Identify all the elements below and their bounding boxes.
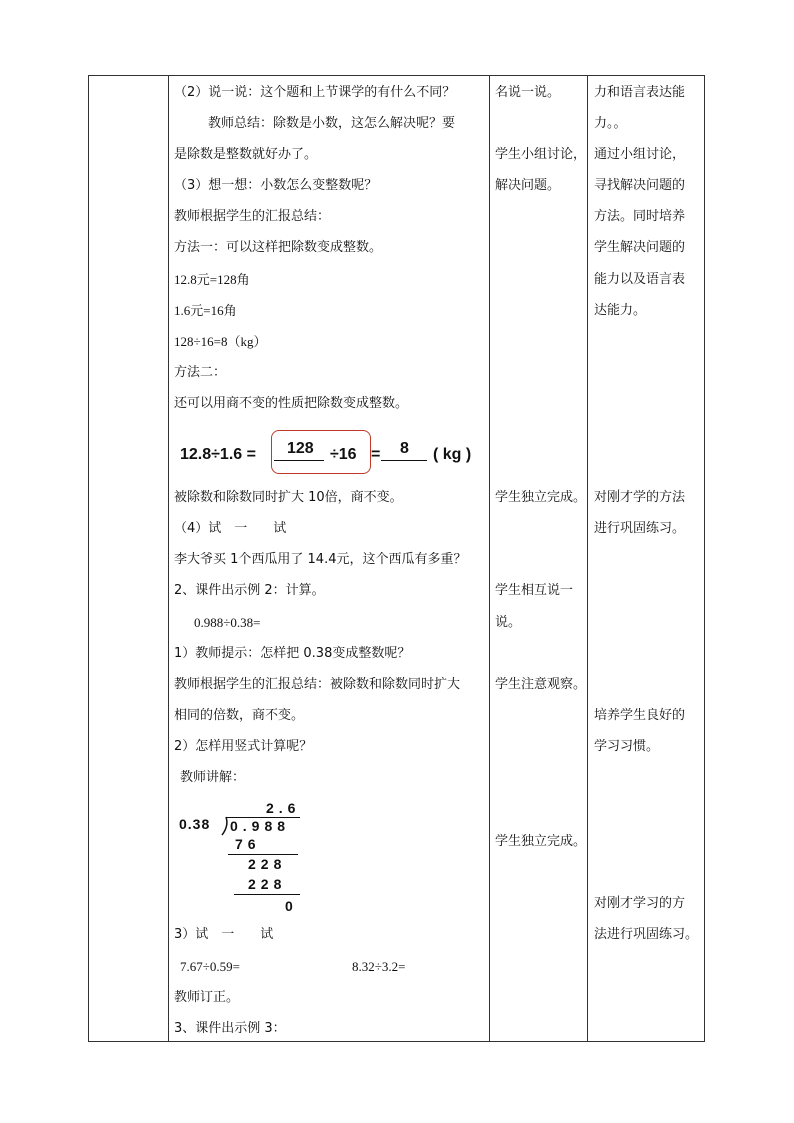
text-line: 0.988÷0.38= [194,615,261,630]
text-line: 达能力。 [594,303,647,318]
equation-equals: = [371,446,381,463]
text-line: 解决问题。 [495,178,561,193]
text-line: 1）教师提示：怎样把 0.38变成整数呢？ [174,646,411,661]
text-line: 被除数和除数同时扩大 10倍，商不变。 [174,490,403,505]
long-division-line [234,894,300,895]
text-line: 3、课件出示例 3： [174,1021,286,1036]
text-line: 学生独立完成。 [495,834,587,849]
text-line: 是除数是整数就好办了。 [174,147,318,162]
text-line: 说。 [495,615,522,630]
text-line: 能力以及语言表 [594,272,686,287]
text-line: 学生相互说一 [495,583,574,598]
text-line: 教师订正。 [174,990,240,1005]
long-division-step: 228 [248,876,287,892]
equation-blank-1 [274,460,324,461]
text-line: （4）试 一 试 [174,521,287,536]
equation-left: 12.8÷1.6 = [180,446,256,463]
equation-unit: ( kg ) [433,446,472,463]
text-line: 方法二： [174,365,227,380]
long-division-quotient: 2.6 [266,800,301,816]
text-line: 学生独立完成。 [495,490,587,505]
text-line: 进行巩固练习。 [594,521,686,536]
long-division-divisor: 0.38 [179,816,211,832]
text-line: 方法。同时培养 [594,209,686,224]
text-line: 寻找解决问题的 [594,178,686,193]
equation-blank-1-value: 128 [287,440,314,457]
text-line: 通过小组讨论， [594,147,686,162]
text-line: 学习习惯。 [594,739,660,754]
text-line: 名说一说。 [495,85,561,100]
long-division-step: 228 [248,856,287,872]
long-division-remainder: 0 [285,898,298,914]
long-division-line [228,854,298,855]
column-divider-1 [168,76,169,1041]
text-line: 教师总结：除数是小数，这怎么解决呢？要 [208,116,456,131]
equation-blank-2 [381,460,427,461]
text-line: 2）怎样用竖式计算呢？ [174,739,313,754]
text-line: 对刚才学的方法 [594,490,686,505]
text-line: 3）试 一 试 [174,927,274,942]
text-line: 1.6元=16角 [174,303,237,318]
long-division-bracket [220,816,230,836]
text-line: 2、课件出示例 2：计算。 [174,583,325,598]
text-line: 教师讲解： [180,770,246,785]
text-line: 还可以用商不变的性质把除数变成整数。 [174,396,409,411]
text-line: 12.8元=128角 [174,272,250,287]
text-line: 力和语言表达能 [594,85,686,100]
text-line: 8.32÷3.2= [352,959,406,974]
text-line: 法进行巩固练习。 [594,927,699,942]
text-line: 学生注意观察。 [495,677,587,692]
text-line: 学生解决问题的 [594,240,686,255]
text-line: 李大爷买 1个西瓜用了 14.4元，这个西瓜有多重？ [174,552,467,567]
text-line: （3）想一想：小数怎么变整数呢？ [174,178,378,193]
text-line: 7.67÷0.59= [180,959,240,974]
text-line: 教师根据学生的汇报总结：被除数和除数同时扩大 [174,677,461,692]
long-division-step: 76 [235,836,261,852]
equation-blank-2-value: 8 [400,440,409,457]
text-line: 128÷16=8（kg） [174,334,267,349]
column-divider-3 [587,76,588,1041]
text-line: 教师根据学生的汇报总结： [174,209,331,224]
text-line: （2）说一说：这个题和上节课学的有什么不同？ [174,85,456,100]
text-line: 学生小组讨论， [495,147,587,162]
column-divider-2 [489,76,490,1041]
text-line: 培养学生良好的 [594,708,686,723]
long-division-dividend: 0.988 [230,818,291,834]
equation-divisor: ÷16 [330,446,357,463]
text-line: 方法一：可以这样把除数变成整数。 [174,240,383,255]
text-line: 相同的倍数，商不变。 [174,708,305,723]
text-line: 力。。 [594,116,627,131]
text-line: 对刚才学习的方 [594,896,686,911]
